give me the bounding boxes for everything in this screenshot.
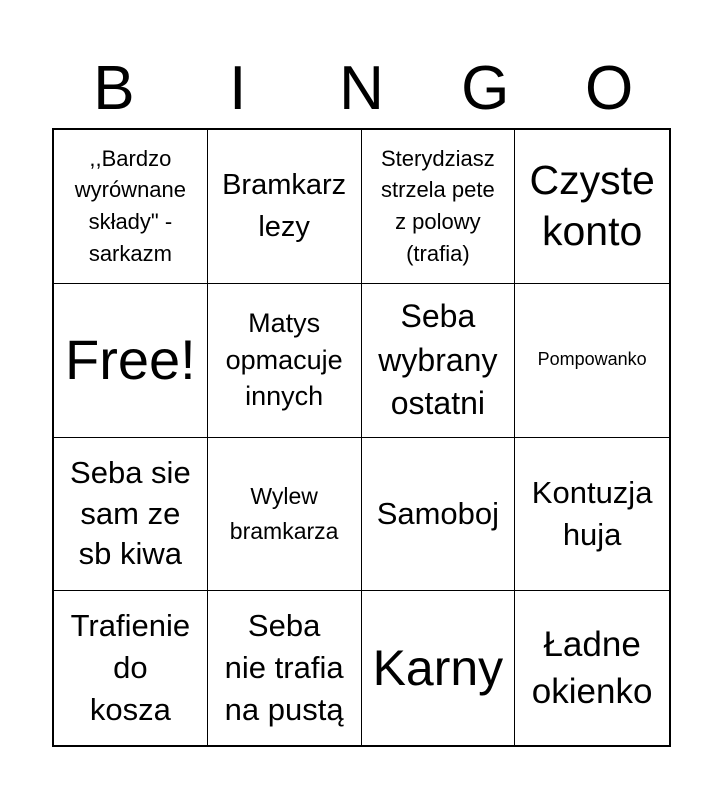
bingo-cell[interactable]: Seba nie trafia na pustą [208, 591, 362, 745]
bingo-board [52, 128, 671, 747]
header-letter-i: I [229, 54, 247, 123]
bingo-cell[interactable]: Czyste konto [515, 130, 669, 284]
header-letter-b: B [93, 54, 135, 123]
bingo-cell[interactable]: Wylew bramkarza [208, 438, 362, 592]
bingo-cell[interactable]: Seba wybrany ostatni [362, 284, 516, 438]
bingo-header [52, 50, 671, 128]
bingo-cell[interactable]: ,,Bardzo wyrównane składy" - sarkazm [54, 130, 208, 284]
bingo-cell[interactable]: Kontuzja huja [515, 438, 669, 592]
bingo-cell[interactable]: Samoboj [362, 438, 516, 592]
header-letter-g: G [461, 54, 510, 123]
bingo-cell[interactable]: Matys opmacuje innych [208, 284, 362, 438]
bingo-cell[interactable]: Trafienie do kosza [54, 591, 208, 745]
bingo-cell[interactable]: Karny [362, 591, 516, 745]
header-letter-o: O [584, 54, 634, 123]
bingo-cell[interactable]: Sterydziasz strzela pete z polowy (trafia) [362, 130, 516, 284]
header-letter-n: N [339, 54, 384, 123]
bingo-cell-free[interactable]: Free! [54, 284, 208, 438]
bingo-cell[interactable]: Pompowanko [515, 284, 669, 438]
bingo-cell[interactable]: Seba sie sam ze sb kiwa [54, 438, 208, 592]
bingo-cell[interactable]: Ładne okienko [531, 624, 653, 712]
bingo-cell[interactable]: Bramkarz lezy [208, 130, 362, 284]
